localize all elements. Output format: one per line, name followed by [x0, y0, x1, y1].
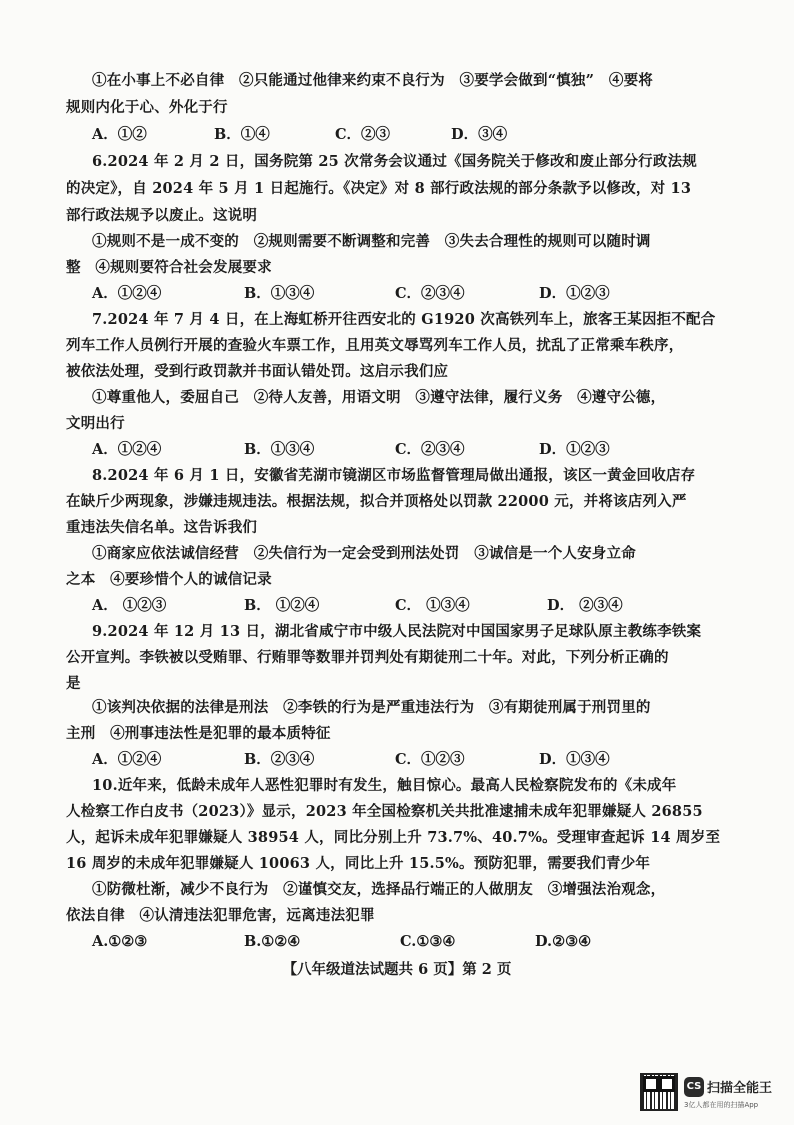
q7-stem-line1: 7.2024 年 7 月 4 日，在上海虹桥开往西安北的 G1920 次高铁列车上，旅客王某因拒不配合: [92, 311, 716, 328]
q7-option-a: A．①②④: [92, 441, 162, 458]
q6-choices-line1: ①规则不是一成不变的 ②规则需要不断调整和完善 ③失去合理性的规则可以随时调: [92, 233, 651, 250]
q9-stem-line3: 是: [66, 675, 81, 692]
camscanner-logo-icon: CS: [684, 1077, 704, 1097]
q8-option-d: D． ②③④: [547, 597, 623, 614]
q9-stem-line1: 9.2024 年 12 月 13 日，湖北省咸宁市中级人民法院对中国国家男子足球队原主教练李铁案: [92, 623, 702, 640]
q6-stem-line2: 的决定》，自 2024 年 5 月 1 日起施行。《决定》对 8 部行政法规的部分条款予以修改，对 13: [66, 180, 692, 197]
q8-choices-line1: ①商家应依法诚信经营 ②失信行为一定会受到刑法处罚 ③诚信是一个人安身立命: [92, 545, 636, 562]
page-footer: 【八年级道法试题共 6 页】第 2 页: [282, 961, 512, 978]
q8-stem-line2: 在缺斤少两现象，涉嫌违规违法。根据法规，拟合并顶格处以罚款 22000 元，并将该店列入严: [66, 493, 687, 510]
q9-option-d: D．①③④: [539, 751, 610, 768]
q9-stem-line2: 公开宣判。李铁被以受贿罪、行贿罪等数罪并罚判处有期徒刑二十年。对此，下列分析正确的: [66, 649, 669, 666]
q8-stem-line1: 8.2024 年 6 月 1 日，安徽省芜湖市镜湖区市场监督管理局做出通报，该区一黄金回收店存: [92, 467, 696, 484]
q9-choices-line2: 主刑 ④刑事违法性是犯罪的最本质特征: [66, 725, 331, 742]
q6-option-a: A．①②④: [92, 285, 162, 302]
q7-choices-line1: ①尊重他人，委屈自己 ②待人友善，用语文明 ③遵守法律，履行义务 ④遵守公德，: [92, 389, 666, 406]
q10-option-d: D.②③④: [535, 933, 592, 950]
q10-choices-line1: ①防微杜渐，减少不良行为 ②谨慎交友，选择品行端正的人做朋友 ③增强法治观念，: [92, 881, 666, 898]
q7-option-b: B．①③④: [244, 441, 315, 458]
q7-option-d: D．①②③: [539, 441, 610, 458]
q7-stem-line3: 被依法处理，受到行政罚款并书面认错处罚。这启示我们应: [66, 363, 449, 380]
q8-choices-line2: 之本 ④要珍惜个人的诚信记录: [66, 571, 272, 588]
q10-stem-line3: 人，起诉未成年犯罪嫌疑人 38954 人，同比分别上升 73.7%、40.7%。受理审查起诉 14 周岁至: [66, 829, 721, 846]
scanner-app-name: 扫描全能王: [707, 1081, 773, 1096]
q9-option-c: C．①②③: [395, 751, 465, 768]
q8-option-a: A． ①②③: [92, 597, 167, 614]
q6-option-d: D．①②③: [539, 285, 610, 302]
q6-option-c: C．②③④: [395, 285, 465, 302]
q9-choices-line1: ①该判决依据的法律是刑法 ②李铁的行为是严重违法行为 ③有期徒刑属于刑罚里的: [92, 699, 651, 716]
q8-option-c: C． ①③④: [395, 597, 470, 614]
q5-option-b: B．①④: [214, 126, 270, 143]
scanner-tagline: 3亿人都在用的扫描App: [684, 1101, 759, 1109]
q6-stem-line1: 6.2024 年 2 月 2 日，国务院第 25 次常务会议通过《国务院关于修改和废止部分行政法规: [92, 153, 697, 170]
q7-choices-line2: 文明出行: [66, 415, 125, 432]
q10-stem-line1: 10.近年来，低龄未成年人恶性犯罪时有发生，触目惊心。最高人民检察院发布的《未成年: [92, 777, 677, 794]
q10-choices-line2: 依法自律 ④认清违法犯罪危害，远离违法犯罪: [66, 907, 375, 924]
q6-option-b: B．①③④: [244, 285, 315, 302]
q5-choices-line2: 规则内化于心、外化于行: [66, 99, 228, 116]
q6-stem-line3: 部行政法规予以废止。这说明: [66, 207, 258, 224]
q10-option-b: B.①②④: [244, 933, 301, 950]
q8-option-b: B． ①②④: [244, 597, 320, 614]
q10-stem-line2: 人检察工作白皮书（2023）》显示，2023 年全国检察机关共批准逮捕未成年犯罪嫌疑人 26855: [66, 803, 703, 820]
qr-code-icon: [640, 1073, 678, 1111]
q5-option-a: A．①②: [92, 126, 147, 143]
q5-option-d: D．③④: [451, 126, 508, 143]
q9-option-a: A．①②④: [92, 751, 162, 768]
q5-option-c: C．②③: [335, 126, 391, 143]
q10-option-c: C.①③④: [400, 933, 456, 950]
q10-stem-line4: 16 周岁的未成年犯罪嫌疑人 10063 人，同比上升 15.5%。预防犯罪，需要我们青少年: [66, 855, 651, 872]
q8-stem-line3: 重违法失信名单。这告诉我们: [66, 519, 258, 536]
q7-stem-line2: 列车工作人员例行开展的查验火车票工作，且用英文辱骂列车工作人员，扰乱了正常乘车秩序，: [66, 337, 684, 354]
q10-option-a: A.①②③: [92, 933, 148, 950]
q6-choices-line2: 整 ④规则要符合社会发展要求: [66, 259, 272, 276]
q7-option-c: C．②③④: [395, 441, 465, 458]
q9-option-b: B．②③④: [244, 751, 315, 768]
q5-choices-line1: ①在小事上不必自律 ②只能通过他律来约束不良行为 ③要学会做到“慎独” ④要将: [92, 72, 653, 89]
